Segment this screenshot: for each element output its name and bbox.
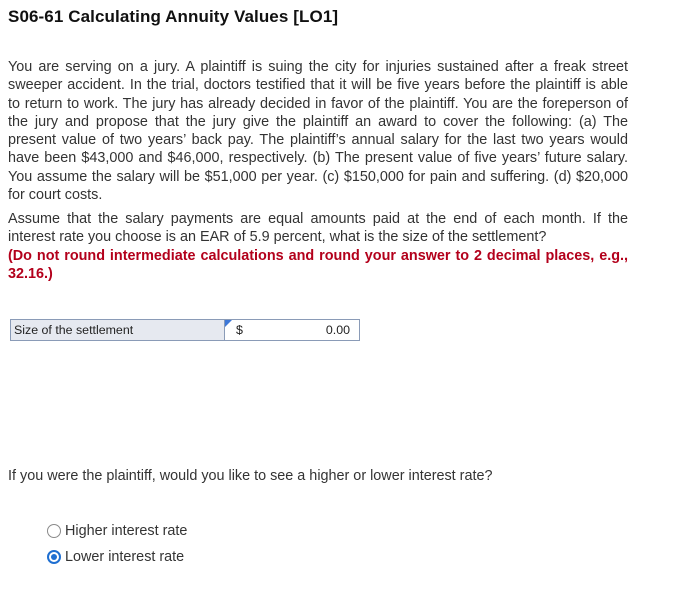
answer-row [10,319,360,341]
interest-rate-options [47,518,187,570]
option-label: Lower interest rate [65,549,185,565]
problem-question [8,210,628,283]
answer-label: Size of the settlement [10,319,224,341]
rounding-instruction: (Do not round intermediate calculations and round your answer to 2 decimal places, e.g., 32.16.) [8,247,628,282]
radio-checked-icon[interactable] [47,550,61,564]
question-title: S06-61 Calculating Annuity Values [LO1] [8,7,339,26]
option-lower-rate[interactable] [47,544,187,570]
option-label: Higher interest rate [65,523,188,539]
problem-question-text: Assume that the salary payments are equal amounts paid at the end of each month. If the interest rate you choose is an EAR of 5.9 percent, what is the size of the settlement? [8,211,628,246]
followup-question: If you were the plaintiff, would you like to see a higher or lower interest rate? [8,468,493,484]
problem-text: You are serving on a jury. A plaintiff is suing the city for injuries sustained after a freak street sweeper accident. In the trial, doctors testified that it will be five years before the plaintiff is able to return to work. The jury has already decided in favor of the plaintiff. You are the foreperson of the jury and propose that the jury give the plaintiff an award to cover the following: (a) The present value of two years’ back pay. The plaintiff’s annual salary for the last two years would have been $43,000 and $46,000, respectively. (b) The present value of five years’ future salary. You assume the salary will be $51,000 per year. (c) $150,000 for pain and suffering. (d) $20,000 for court costs. [8,59,628,204]
option-higher-rate[interactable] [47,518,187,544]
flag-icon [225,320,232,327]
radio-unchecked-icon[interactable] [47,524,61,538]
answer-box[interactable] [224,319,360,341]
settlement-input[interactable] [250,323,352,337]
currency-symbol: $ [236,323,243,337]
